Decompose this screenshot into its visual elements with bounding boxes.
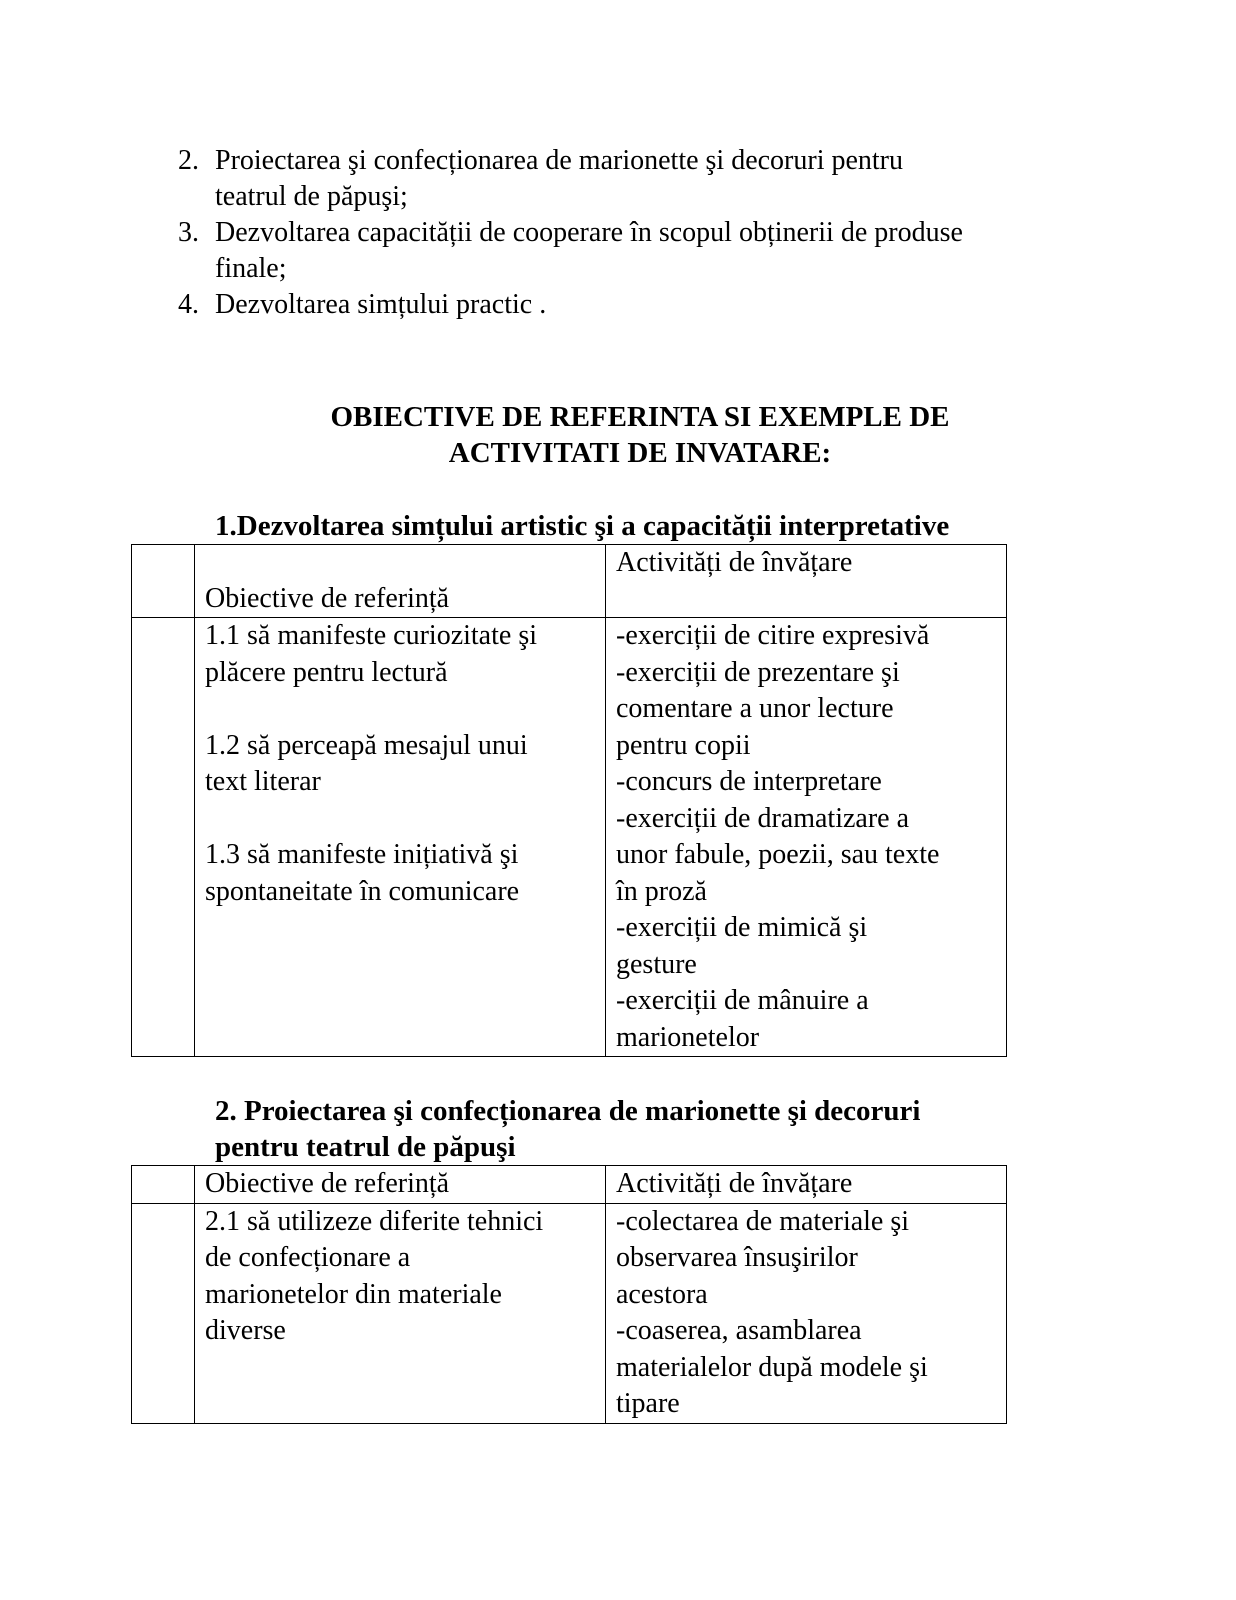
table-cell-activities — [606, 1203, 1007, 1423]
table-header-objectives: Obiective de referință — [195, 545, 606, 618]
main-title — [200, 399, 1080, 471]
objective-line: 1.3 să manifeste inițiativă şi — [205, 839, 519, 870]
objective-line: 1.2 să perceapă mesajul unui — [205, 729, 528, 761]
list-item-text: Dezvoltarea capacității de cooperare în scopul obținerii de produse — [215, 217, 963, 248]
objective-line: marionetelor din materiale — [205, 1278, 502, 1310]
table-cell-index — [132, 1203, 195, 1423]
section-1-title: 1.Dezvoltarea simțului artistic şi a capacității interpretative — [215, 510, 950, 542]
table-cell-index — [132, 618, 195, 1057]
table-cell-objectives — [195, 1203, 606, 1423]
table-header-row — [132, 545, 1007, 618]
table-cell-activities — [606, 618, 1007, 1057]
activity-line: -exerciții de citire expresivă — [616, 620, 930, 651]
list-item-number: 3. — [178, 217, 199, 248]
activity-line: -exerciții de prezentare şi — [616, 656, 900, 688]
section-2-title-line: 2. Proiectarea şi confecționarea de marionette şi decoruri — [215, 1095, 921, 1127]
activity-line: marionetelor — [616, 1021, 760, 1053]
activity-line: materialelor după modele şi — [616, 1351, 928, 1383]
activity-line: -exerciții de mânuire a — [616, 985, 869, 1016]
table-row — [132, 618, 1007, 1057]
activity-line: unor fabule, poezii, sau texte — [616, 839, 940, 870]
list-item-number: 2. — [178, 145, 199, 176]
main-title-line: OBIECTIVE DE REFERINTA SI EXEMPLE DE — [330, 401, 950, 433]
list-item-text: Dezvoltarea simțului practic . — [215, 289, 547, 320]
table-cell-index — [132, 545, 195, 618]
activity-line: gesture — [616, 948, 697, 980]
activity-line: acestora — [616, 1278, 708, 1310]
activity-line: pentru copii — [616, 729, 751, 761]
list-item-text: Proiectarea şi confecționarea de marionette şi decoruri pentru — [215, 145, 904, 176]
table-cell-objectives — [195, 618, 606, 1057]
section-2-title-line: pentru teatrul de păpuşi — [215, 1131, 516, 1163]
list-item-number: 4. — [178, 289, 199, 320]
activity-line: -colectarea de materiale şi — [616, 1205, 910, 1237]
activity-line: -concurs de interpretare — [616, 766, 882, 797]
objectives-list — [178, 143, 1078, 323]
section-2-title — [215, 1093, 920, 1165]
table-header-activities: Activități de învățare — [606, 545, 1007, 618]
objective-line: 2.1 să utilizeze diferite tehnici — [205, 1205, 544, 1237]
activity-line: observarea însuşirilor — [616, 1242, 858, 1273]
objective-line: 1.1 să manifeste curiozitate şi — [205, 620, 537, 651]
objective-line: diverse — [205, 1315, 286, 1346]
list-item-text: teatrul de păpuşi; — [215, 181, 408, 212]
table-row — [132, 1203, 1007, 1423]
objective-line: plăcere pentru lectură — [205, 656, 448, 688]
objective-line: de confecționare a — [205, 1242, 411, 1273]
activity-line: -exerciții de mimică şi — [616, 912, 868, 943]
objective-line: text literar — [205, 766, 321, 797]
table-header-activities: Activități de învățare — [606, 1166, 1007, 1204]
activity-line: -exerciții de dramatizare a — [616, 802, 910, 834]
list-item — [178, 215, 1078, 287]
list-item — [178, 143, 1078, 215]
main-title-line: ACTIVITATI DE INVATARE: — [448, 437, 832, 469]
activity-line: -coaserea, asamblarea — [616, 1315, 862, 1346]
section-2-table — [131, 1165, 1007, 1424]
table-cell-index — [132, 1166, 195, 1204]
activity-line: în proză — [616, 875, 707, 907]
section-1-table — [131, 544, 1007, 1057]
activity-line: tipare — [616, 1388, 680, 1419]
list-item — [178, 287, 1078, 323]
table-header-row — [132, 1166, 1007, 1204]
objective-line: spontaneitate în comunicare — [205, 875, 520, 907]
table-header-objectives: Obiective de referință — [195, 1166, 606, 1204]
activity-line: comentare a unor lecture — [616, 693, 894, 724]
list-item-text: finale; — [215, 253, 287, 284]
